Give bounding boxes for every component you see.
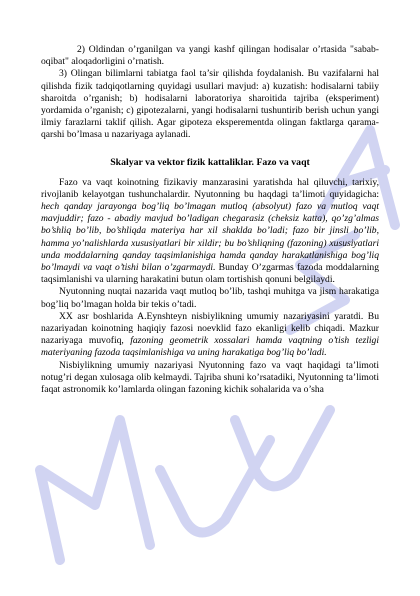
paragraph-6: Nisbiylikning umumiy nazariyasi Nyutonning fazo va vaqt haqidagi ta’limoti notug’ri degan xulosaga olib kelmaydi. Tajriba shuni ko’rsatadiki, Nyutonning ta’limoti faqat astronomik ko’lamlarda olingan fazoning kichik sohalarida va o’sha <box>41 359 379 396</box>
paragraph-1: 2) Oldindan o’rganilgan va yangi kashf qilingan hodisalar o’rtasida "sabab-oqibat" aloqadorligini o’rnatish. <box>41 44 379 68</box>
section-title: Skalyar va vektor fizik kattaliklar. Fazo va vaqt <box>110 156 310 168</box>
paragraph-3: Fazo va vaqt koinotning fizikaviy manzarasini yaratishda hal qiluvchi, tarixiy, rivojlanib kelayotgan tushunchalardir. Nyutonning bu haqdagi ta’limoti quyidagicha: hech qanday jarayonga bog’liq bo’lmagan mutloq (absolyut) fazo va mutloq vaqt mavjuddir; fazo - abadiy mavjud bo’ladigan chegarasiz (cheksiz katta), qo’zg’almas bo’shliq bo’lib, bo’shliqda materiya har xil shaklda bo’ladi; fazo bir jinsli bo’lib, hamma yo’nalishlarda xususiyatlari bir xildir; bu bo’shliqning (fazoning) xususiyatlari unda moddalarning qanday taqsimlanishiga hamda qanday harakatlanishiga bog’liq bo’lmaydi va vaqt o’tishi bilan o’zgarmaydi. Bunday O’zgarmas fazoda moddalarning taqsimlanishi va ularning harakatini butun olam tortishish qonuni belgilaydi. <box>41 176 380 286</box>
document-page <box>41 44 379 396</box>
paragraph-5: XX asr boshlarida A.Eynshteyn nisbiylikning umumiy nazariyasini yaratdi. Bu nazariyadan koinotning haqiqiy fazosi noevklid fazo ekanligi kelib chiqadi. Mazkur nazariyaga muvofiq, fazoning geometrik xossalari hamda vaqtning o’tish tezligi materiyaning fazoda taqsimlanishiga va uning harakatiga bog’liq bo’ladi. <box>41 310 379 359</box>
paragraph-2: 3) Olingan bilimlarni tabiatga faol ta’sir qilishda foydalanish. Bu vazifalarni hal qilishda fizik tadqiqotlarning quyidagi usullari mavjud: a) kuzatish: hodisalarni tabiiy sharoitda o’rganish; b) hodisalarni laboratoriya sharoitida tajriba (eksperiment) yordamida o’rganish; c) gipotezalarni, yangi hodisalarni tushuntirib berish uchun yangi ilmiy farazlarni taklif qilish. Agar gipoteza eksperementda olingan faktlarga qarama-qarshi bo’lmasa u nazariyaga aylanadi. <box>41 68 379 141</box>
paragraph-4: Nyutonning nuqtai nazarida vaqt mutloq bo’lib, tashqi muhitga va jism harakatiga bog’liq bo’lmagan holda bir tekis o’tadi. <box>41 286 379 310</box>
